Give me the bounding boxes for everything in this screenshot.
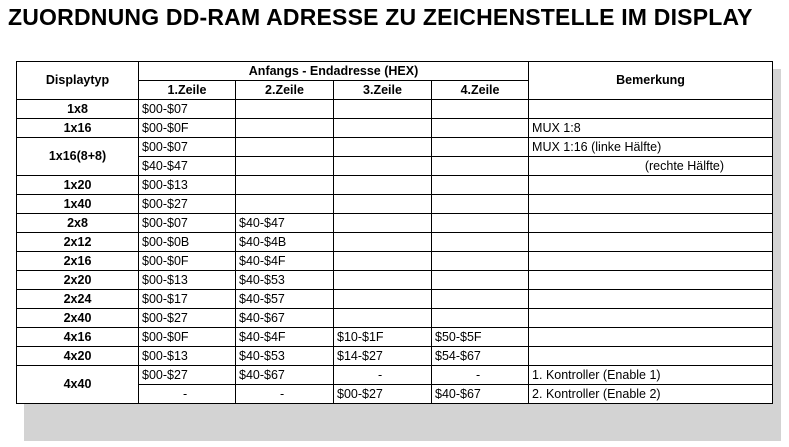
line-1-range: $00-$13 [139,347,236,366]
display-type: 2x20 [17,271,139,290]
line-1-range: $00-$07 [139,138,236,157]
line-1-range: - [139,385,236,404]
line-3-range [334,176,432,195]
display-type: 1x20 [17,176,139,195]
display-type: 1x16(8+8) [17,138,139,176]
display-type: 1x16 [17,119,139,138]
table-row [17,366,773,385]
remark [529,195,773,214]
line-1-range: $00-$13 [139,176,236,195]
line-3-range: $10-$1F [334,328,432,347]
line-4-range [432,100,529,119]
line-2-range [236,195,334,214]
table-row [17,214,773,233]
line-2-range: $40-$53 [236,271,334,290]
table-row [17,347,773,366]
line-3-range [334,309,432,328]
line-3-range [334,157,432,176]
line-1-range: $00-$17 [139,290,236,309]
remark [529,309,773,328]
line-2-range: $40-$47 [236,214,334,233]
remark [529,290,773,309]
header-line-2: 2.Zeile [236,81,334,100]
header-displaytyp: Displaytyp [17,62,139,100]
line-2-range: $40-$67 [236,366,334,385]
line-4-range [432,138,529,157]
line-1-range: $00-$0F [139,119,236,138]
table-row [17,138,773,157]
remark [529,328,773,347]
display-type: 4x40 [17,366,139,404]
remark [529,233,773,252]
line-3-range: $00-$27 [334,385,432,404]
line-2-range: $40-$57 [236,290,334,309]
display-type: 2x16 [17,252,139,271]
line-1-range: $40-$47 [139,157,236,176]
display-type: 1x40 [17,195,139,214]
display-type: 2x8 [17,214,139,233]
line-4-range: $54-$67 [432,347,529,366]
display-type: 1x8 [17,100,139,119]
table-row [17,309,773,328]
remark: 1. Kontroller (Enable 1) [529,366,773,385]
line-3-range: $14-$27 [334,347,432,366]
remark [529,176,773,195]
line-4-range [432,309,529,328]
line-4-range [432,214,529,233]
line-4-range: $50-$5F [432,328,529,347]
table-row [17,195,773,214]
line-2-range: $40-$53 [236,347,334,366]
page-title: ZUORDNUNG DD-RAM ADRESSE ZU ZEICHENSTELLE IM DISPLAY [8,4,753,30]
line-3-range [334,233,432,252]
line-2-range [236,176,334,195]
table-row [17,119,773,138]
line-4-range [432,195,529,214]
line-1-range: $00-$27 [139,195,236,214]
remark [529,347,773,366]
address-table [16,61,773,404]
line-1-range: $00-$07 [139,214,236,233]
line-1-range: $00-$07 [139,100,236,119]
line-2-range: - [236,385,334,404]
table-row [17,271,773,290]
remark [529,271,773,290]
header-address-range: Anfangs - Endadresse (HEX) [139,62,529,81]
line-3-range [334,271,432,290]
line-2-range [236,100,334,119]
line-4-range: $40-$67 [432,385,529,404]
line-2-range: $40-$4B [236,233,334,252]
line-2-range: $40-$4F [236,328,334,347]
table-row [17,233,773,252]
line-4-range [432,271,529,290]
display-type: 2x40 [17,309,139,328]
remark: MUX 1:8 [529,119,773,138]
line-2-range [236,157,334,176]
display-type: 2x24 [17,290,139,309]
line-1-range: $00-$27 [139,366,236,385]
line-1-range: $00-$0F [139,328,236,347]
line-1-range: $00-$27 [139,309,236,328]
header-line-4: 4.Zeile [432,81,529,100]
line-1-range: $00-$13 [139,271,236,290]
remark [529,100,773,119]
line-3-range [334,290,432,309]
line-3-range [334,138,432,157]
display-type: 2x12 [17,233,139,252]
table-row [17,252,773,271]
line-3-range [334,119,432,138]
line-2-range [236,119,334,138]
line-2-range [236,138,334,157]
remark: MUX 1:16 (linke Hälfte) [529,138,773,157]
line-2-range: $40-$4F [236,252,334,271]
header-bemerkung: Bemerkung [529,62,773,100]
remark [529,214,773,233]
line-3-range [334,252,432,271]
line-3-range [334,195,432,214]
table-row [17,328,773,347]
line-4-range: - [432,366,529,385]
remark: 2. Kontroller (Enable 2) [529,385,773,404]
table-row [17,100,773,119]
line-3-range [334,100,432,119]
remark [529,252,773,271]
line-4-range [432,119,529,138]
line-3-range [334,214,432,233]
line-1-range: $00-$0B [139,233,236,252]
line-4-range [432,252,529,271]
line-4-range [432,157,529,176]
remark: (rechte Hälfte) [529,157,773,176]
line-3-range: - [334,366,432,385]
line-4-range [432,233,529,252]
table-row [17,290,773,309]
header-line-3: 3.Zeile [334,81,432,100]
display-type: 4x20 [17,347,139,366]
line-2-range: $40-$67 [236,309,334,328]
line-4-range [432,176,529,195]
display-type: 4x16 [17,328,139,347]
table-row [17,176,773,195]
header-line-1: 1.Zeile [139,81,236,100]
line-1-range: $00-$0F [139,252,236,271]
header-row [17,62,773,81]
line-4-range [432,290,529,309]
